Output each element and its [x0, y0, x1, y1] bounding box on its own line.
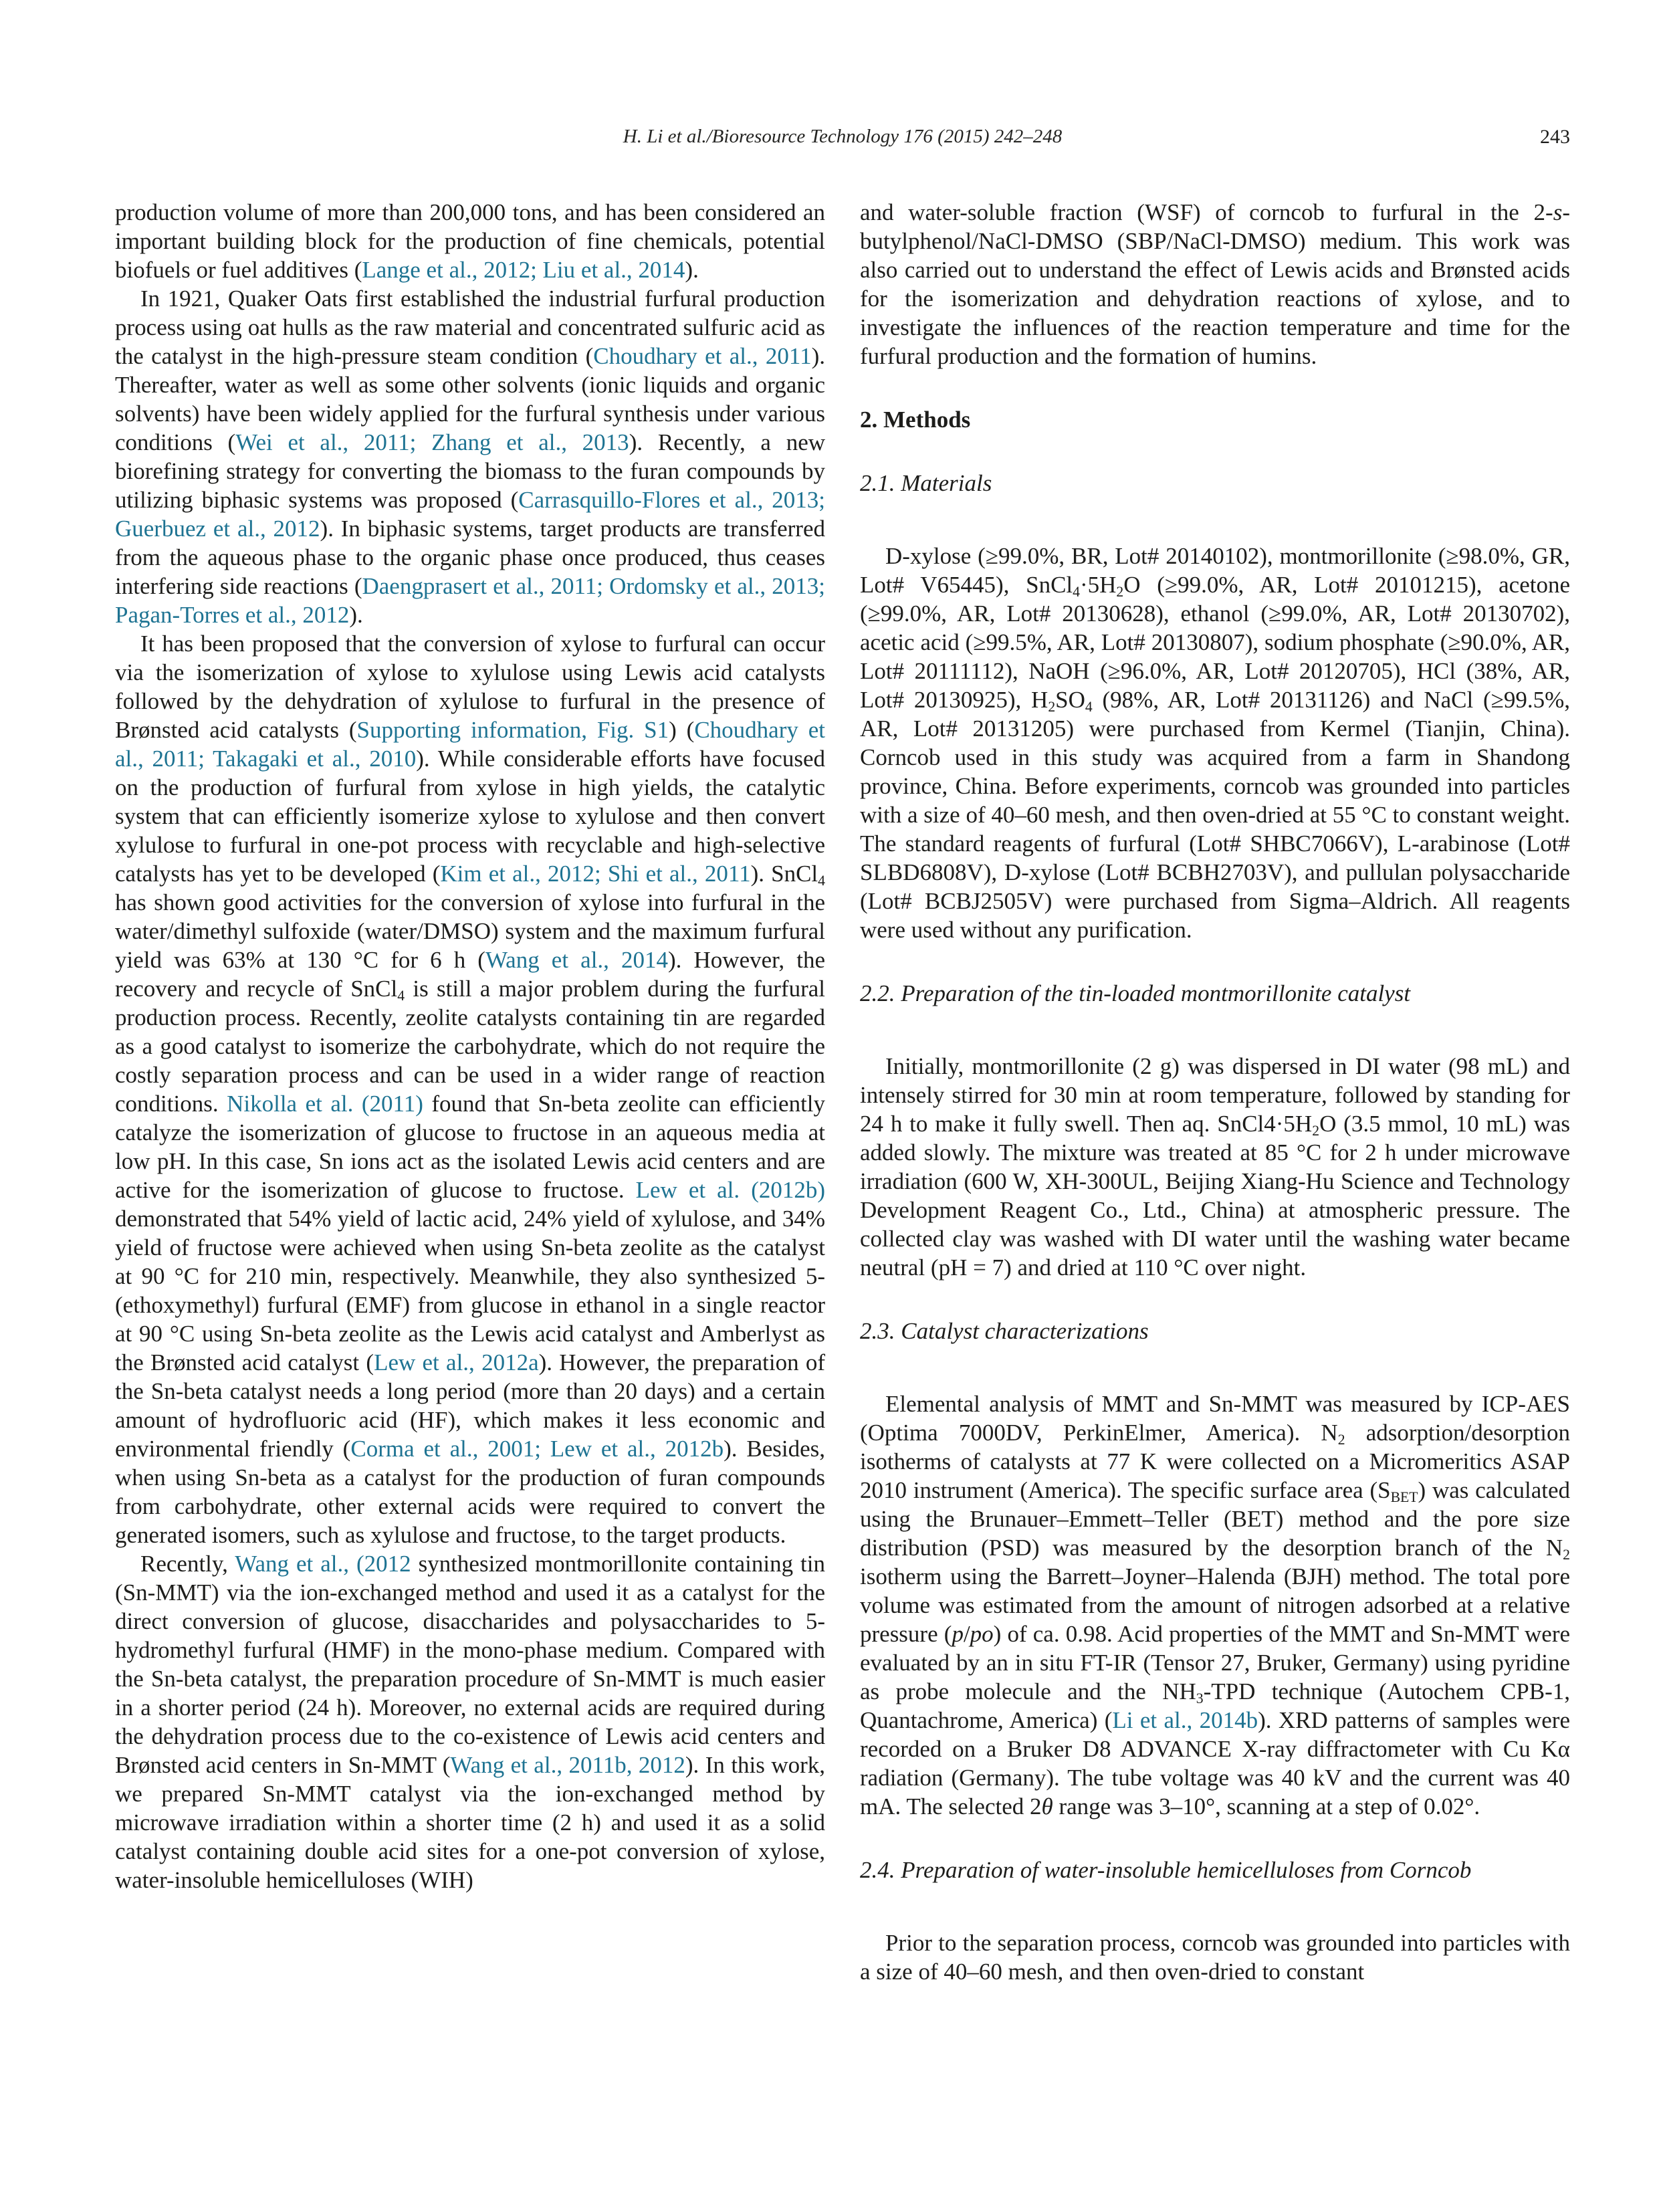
text-run: It has been proposed that the conversion of xylose to furfural can occur via the isomerization of xylose to xylulose using Lewis acid catalysts followed by the dehydration of xylulose to furfural in the presence of Brønsted acid catalysts ( — [115, 631, 825, 743]
page-number: 243 — [1540, 126, 1570, 148]
right-column — [860, 198, 1570, 1986]
text-run: ) ( — [669, 717, 695, 743]
text-run: 4 — [1073, 584, 1080, 600]
text-run: 2 — [1337, 1432, 1345, 1448]
paragraph — [860, 1390, 1570, 1821]
page-header — [115, 126, 1570, 148]
citation-link[interactable]: Wang et al., 2014 — [485, 947, 669, 973]
text-run: s — [1553, 199, 1563, 225]
text-run: ). Besides, when using Sn-beta as a catalyst for the production of furan compounds from carbohydrate, other external acids were required to convert the generated isomers, such as xylulose and fructose, to the target products. — [115, 1436, 825, 1548]
text-run: 3 — [1196, 1690, 1204, 1707]
text-run: Prior to the separation process, corncob was grounded into particles with a size of 40–60 mesh, and then oven-dried to constant — [860, 1930, 1570, 1985]
citation-link[interactable]: Lew et al., 2012a — [374, 1349, 539, 1375]
paragraph — [115, 629, 825, 1549]
text-run: In 1921, Quaker Oats first established the industrial furfural production process using oat hulls as the raw material and concentrated sulfuric acid as the catalyst in the high-pressure steam condition ( — [115, 286, 825, 369]
text-run: 4 — [397, 988, 405, 1004]
text-run: demonstrated that 54% yield of lactic acid, 24% yield of xylulose, and 34% yield of fructose were achieved when using Sn-beta zeolite as the catalyst at 90 °C for 210 min, respectively. Meanwhile, they also synthesized 5-(ethoxymethyl) furfural (EMF) from glucose in ethanol in a single reactor at 90 °C using Sn-beta zeolite as the Lewis acid catalyst and Amberlyst as the Brønsted acid catalyst ( — [115, 1206, 825, 1375]
text-run: ). In this work, we prepared Sn-MMT catalyst via the ion-exchanged method by microwave irradiation within a shorter time (2 h) and used it as a solid catalyst containing double acid sites for a one-pot conversion of xylose, water-insoluble hemicelluloses (WIH) — [115, 1752, 825, 1893]
citation-link[interactable]: Li et al., 2014b — [1112, 1707, 1258, 1733]
citation-link[interactable]: Kim et al., 2012; Shi et al., 2011 — [440, 861, 751, 887]
text-run: ). However, the preparation of the Sn-beta catalyst needs a long period (more than 20 days) and a certain amount of hydrofluoric acid (HF), which makes it less economic and environmental friendly ( — [115, 1349, 826, 1462]
text-run: θ — [1041, 1793, 1053, 1819]
text-run: Initially, montmorillonite (2 g) was dispersed in DI water (98 mL) and intensely stirred for 30 min at room temperature, followed by standing for 24 h to make it fully swell. Then aq. SnCl4·5H — [860, 1053, 1570, 1137]
citation-link[interactable]: Lange et al., 2012; Liu et al., 2014 — [362, 257, 685, 283]
text-run: 2 — [1116, 584, 1124, 600]
text-run: adsorption/desorption isotherms of catalysts at 77 K were collected on a Micromeritics ASAP 2010 instrument (America). The specific surface area (S — [860, 1420, 1570, 1503]
citation-link[interactable]: Daengprasert et al., 2011; Ordomsky et al., 2013; Pagan-Torres et al., 2012 — [115, 573, 826, 628]
paragraph — [860, 1928, 1570, 1986]
subsection-heading: 2.4. Preparation of water-insoluble hemicelluloses from Corncob — [860, 1857, 1472, 1883]
section-heading: 2. Methods — [860, 407, 971, 433]
text-run: isotherm using the Barrett–Joyner–Halenda (BJH) method. The total pore volume was estimated from the amount of nitrogen adsorbed at a relative pressure ( — [860, 1563, 1570, 1647]
paragraph — [115, 284, 825, 629]
text-run: 2 — [1312, 1123, 1320, 1139]
citation-link[interactable]: Choudhary et al., 2011 — [593, 343, 812, 369]
text-run: / — [963, 1621, 970, 1647]
text-run: O (3.5 mmol, 10 mL) was added slowly. The mixture was treated at 85 °C for 2 h under microwave irradiation (600 W, XH-300UL, Beijing Xiang-Hu Science and Technology Development Reagent Co., Ltd., China) at atmospheric pressure. The collected clay was washed with DI water until the washing water became neutral (pH = 7) and dried at 110 °C over night. — [860, 1111, 1571, 1281]
citation-link[interactable]: Wang et al., (2012 — [235, 1551, 411, 1577]
text-run: ) was calculated using the Brunauer–Emmett–Teller (BET) method and the pore size distribution (PSD) was measured by the desorption branch of the N — [860, 1477, 1570, 1561]
text-run: SO — [1055, 687, 1085, 713]
text-run: po — [970, 1621, 994, 1647]
text-run: BET — [1390, 1489, 1418, 1506]
subsection-heading: 2.2. Preparation of the tin-loaded montmorillonite catalyst — [860, 980, 1411, 1006]
text-run: ) of ca. 0.98. Acid properties of the MMT and Sn-MMT were evaluated by an in situ FT-IR (Tensor 27, Bruker, Germany) using pyridine as probe molecule and the NH — [860, 1621, 1571, 1704]
text-run: p — [952, 1621, 964, 1647]
text-run: and water-soluble fraction (WSF) of corncob to furfural in the 2- — [860, 199, 1553, 225]
text-run: production volume of more than 200,000 tons, and has been considered an important building block for the production of fine chemicals, potential biofuels or fuel additives ( — [115, 199, 825, 283]
text-run: Recently, — [140, 1551, 235, 1577]
subsection-heading: 2.1. Materials — [860, 470, 992, 496]
text-run: ). However, the recovery and recycle of SnCl — [115, 947, 825, 1002]
text-run: ). — [349, 602, 363, 628]
running-head: H. Li et al./Bioresource Technology 176 (2015) 242–248 — [623, 126, 1063, 147]
text-run: ). Recently, a new biorefining strategy for converting the biomass to the furan compounds by utilizing biphasic systems was proposed ( — [115, 429, 825, 513]
text-run: O (≥99.0%, AR, Lot# 20101215), acetone (≥99.0%, AR, Lot# 20130628), ethanol (≥99.0%, AR, Lot# 20130702), acetic acid (≥99.5%, AR, Lot# 20130807), sodium phosphate (≥90.0%, AR, Lot# 20111112), NaOH (≥96.0%, AR, Lot# 20120705), HCl (38%, AR, Lot# 20130925), H — [860, 572, 1570, 713]
text-run: ). While considerable efforts have focused on the production of furfural from xylose in high yields, the catalytic system that can efficiently isomerize xylose to xylulose and then convert xylulose to furfural in one-pot process with recyclable and high-selective catalysts has yet to be developed ( — [115, 746, 825, 887]
text-run: is still a major problem during the furfural production process. Recently, zeolite catalysts containing tin are regarded as a good catalyst to isomerize the carbohydrate, which do not require the costly separation process and can be used in a wider range of reaction conditions. — [115, 976, 825, 1117]
paragraph — [860, 1052, 1570, 1282]
text-run: has shown good activities for the conversion of xylose into furfural in the water/dimethyl sulfoxide (water/DMSO) system and the maximum furfural yield was 63% at 130 °C for 6 h ( — [115, 889, 825, 973]
paragraph — [860, 198, 1570, 370]
text-run: ). In biphasic systems, target products are transferred from the aqueous phase to the organic phase once produced, thus ceases interfering side reactions ( — [115, 516, 825, 599]
text-run: -butylphenol/NaCl-DMSO (SBP/NaCl-DMSO) medium. This work was also carried out to understand the effect of Lewis acids and Brønsted acids for the isomerization and dehydration reactions of xylose, and to investigate the influences of the reaction temperature and time for the furfural production and the formation of humins. — [860, 199, 1570, 369]
text-run: D-xylose (≥99.0%, BR, Lot# 20140102), montmorillonite (≥98.0%, GR, Lot# V65445), SnCl — [860, 543, 1570, 598]
citation-link[interactable]: Carrasquillo-Flores et al., 2013; Guerbuez et al., 2012 — [115, 487, 825, 542]
left-column — [115, 198, 825, 1894]
citation-link[interactable]: Supporting information, Fig. S1 — [356, 717, 669, 743]
text-run: 2 — [1048, 699, 1056, 715]
text-run: (98%, AR, Lot# 20131126) and NaCl (≥99.5%, AR, Lot# 20131205) were purchased from Kermel (Tianjin, China). Corncob used in this study was acquired from a farm in Shandong province, China. Before experiments, corncob was grounded into particles with a size of 40–60 mesh, and then oven-dried at 55 °C to constant weight. The standard reagents of furfural (Lot# SHBC7066V), L-arabinose (Lot# SLBD6808V), D-xylose (Lot# BCBH2703V), and pullulan polysaccharide (Lot# BCBJ2505V) were purchased from Sigma–Aldrich. All reagents were used without any purification. — [860, 687, 1570, 943]
text-run: ). — [685, 257, 699, 283]
text-run: synthesized montmorillonite containing tin (Sn-MMT) via the ion-exchanged method and used it as a catalyst for the direct conversion of glucose, disaccharides and polysaccharides to 5-hydromethyl furfural (HMF) in the mono-phase medium. Compared with the Sn-beta catalyst, the preparation procedure of Sn-MMT is much easier in a shorter period (24 h). Moreover, no external acids are required during the dehydration process due to the co-existence of Lewis acid centers and Brønsted acid centers in Sn-MMT ( — [115, 1551, 825, 1778]
text-run: range was 3–10°, scanning at a step of 0.02°. — [1053, 1793, 1480, 1819]
text-run: 4 — [1085, 699, 1093, 715]
subsection-heading: 2.3. Catalyst characterizations — [860, 1318, 1149, 1344]
citation-link[interactable]: Wang et al., 2011b, 2012 — [450, 1752, 685, 1778]
citation-link[interactable]: Corma et al., 2001; Lew et al., 2012b — [350, 1436, 724, 1462]
text-run: Elemental analysis of MMT and Sn-MMT was measured by ICP-AES (Optima 7000DV, PerkinElmer, America). N — [860, 1391, 1570, 1446]
citation-link[interactable]: Lew et al. (2012b) — [635, 1177, 825, 1203]
paragraph — [115, 198, 825, 284]
text-run: ). SnCl — [750, 861, 818, 887]
text-run: 4 — [818, 873, 825, 889]
citation-link[interactable]: Choudhary et al., 2011; Takagaki et al., 2010 — [115, 717, 826, 772]
text-run: ). Thereafter, water as well as some other solvents (ionic liquids and organic solvents) have been widely applied for the furfural synthesis under various conditions ( — [115, 343, 826, 455]
citation-link[interactable]: Nikolla et al. (2011) — [227, 1091, 423, 1117]
paragraph — [860, 542, 1570, 944]
paragraph — [115, 1549, 825, 1894]
text-run: ). XRD patterns of samples were recorded on a Bruker D8 ADVANCE X-ray diffractometer with Cu Kα radiation (Germany). The tube voltage was 40 kV and the current was 40 mA. The selected 2 — [860, 1707, 1570, 1819]
text-run: -TPD technique (Autochem CPB-1, Quantachrome, America) ( — [860, 1678, 1570, 1733]
text-run: ·5H — [1079, 572, 1117, 598]
text-run: found that Sn-beta zeolite can efficiently catalyze the isomerization of glucose to fructose in an aqueous media at low pH. In this case, Sn ions act as the isolated Lewis acid centers and are active for the isomerization of glucose to fructose. — [115, 1091, 826, 1203]
text-run: 2 — [1563, 1547, 1570, 1563]
citation-link[interactable]: Wei et al., 2011; Zhang et al., 2013 — [235, 429, 629, 455]
